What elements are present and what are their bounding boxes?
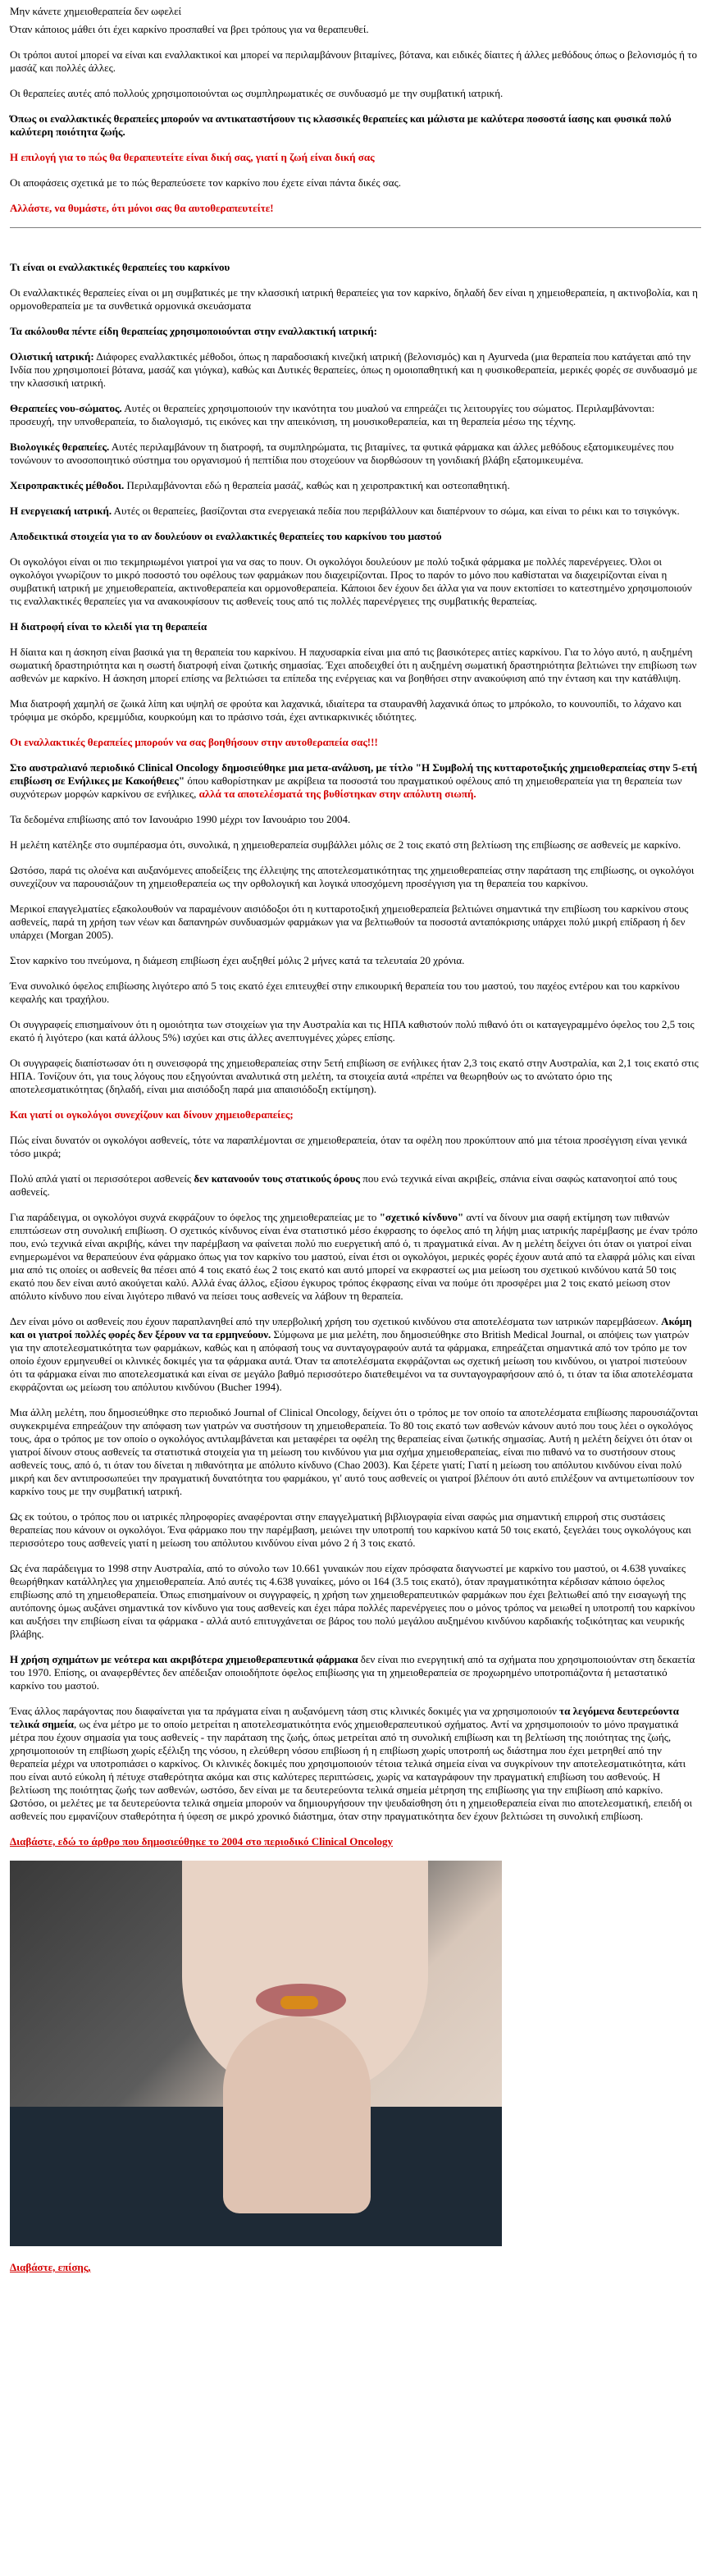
section4-paragraph-4: Ωστόσο, παρά τις ολοένα και αυξανόμενες αποδείξεις της έλλειψης της αποτελεσματικότητας της χημειοθεραπείας στην παράταση της επιβίωσης, οι ογκολόγοι συνεχίζουν να παρουσιάζουν τη χημειοθεραπεία ως την ορθολογική και λογικά υποσχόμενη προσέγγιση για τη θεραπεία του καρκίνου. <box>10 864 695 889</box>
section-heading-why: Και γιατί οι ογκολόγοι συνεχίζουν και δίνουν χημειοθεραπείες; <box>10 1108 294 1121</box>
text-span: Για παράδειγμα, οι ογκολόγοι συχνά εκφράζουν το όφελος της χημειοθεραπείας με το <box>10 1211 380 1223</box>
emphasis: δεν κατανοούν τους στατικούς όρους <box>194 1172 360 1185</box>
section1-subheading: Τα ακόλουθα πέντε είδη θεραπείας χρησιμοποιούνται στην εναλλακτική ιατρική: <box>10 325 377 337</box>
section5-paragraph-8 <box>10 1653 701 1692</box>
emphasis: τα λεγόμενα δευτερεύοντα τελικά σημεία <box>10 1705 679 1730</box>
therapy-type-text: Διάφορες εναλλακτικές μέθοδοι, όπως η παραδοσιακή κινεζική ιατρική (βελονισμός) και η Ayurveda (μια θεραπεία που κατάγεται από την Ινδία που χρησιμοποιεί βότανα, μασάζ και γιόγκα), καθώς και Δυτικές θεραπείες, όπως η ομοιοπαθητική και η φυσικοθεραπεία, μερικές φορές σε συνδυασμό με την κλασσική ιατρική. <box>10 350 698 389</box>
section3-paragraph-1: Η δίαιτα και η άσκηση είναι βασικά για τη θεραπεία του καρκίνου. Η παχυσαρκία είναι μια από τις βασικότερες αιτίες καρκίνου. Για το λόγο αυτό, η αυξημένη σωματική δραστηριότητα και η σωστή διατροφή είναι ζωτικής σημασίας. Έχει αποδειχθεί ότι η αυξημένη σωματική δραστηριότητα βελτιώνει την επιβίωση των ασθενών με καρκίνο. Η άσκηση μπορεί επίσης να βελτιώσει τα επίπεδα της ενέργειας και να βοηθήσει στην ανακούφιση από την ένταση και την κατάθλιψη. <box>10 646 697 684</box>
divider <box>10 227 701 228</box>
intro-red-choice: Η επιλογή για το πώς θα θεραπευτείτε είναι δική σας, γιατί η ζωή είναι δική σας <box>10 151 375 163</box>
section5-paragraph-9 <box>10 1705 701 1823</box>
section5-paragraph-1: Πώς είναι δυνατόν οι ογκολόγοι ασθενείς, τότε να παραπλέμονται σε χημειοθεραπεία, όταν τα οφέλη που προκύπτουν από μια τέτοια προσέγγιση είναι γενικά τόσο μικρά; <box>10 1134 687 1159</box>
intro-paragraph-2: Οι τρόποι αυτοί μπορεί να είναι και εναλλακτικοί και μπορεί να περιλαμβάνουν βιταμίνες, βότανα, και ειδικές δίαιτες ή άλλες μεθόδους όπως ο βελονισμός ή το μασάζ και πολλές άλλες. <box>10 48 697 74</box>
therapy-type-label: Βιολογικές θεραπείες. <box>10 441 110 453</box>
intro-paragraph-1: Όταν κάποιος μάθει ότι έχει καρκίνο προσπαθεί να βρει τρόπους για να θεραπευθεί. <box>10 23 369 35</box>
woman-taking-pill-photo <box>10 1861 502 2246</box>
section2-paragraph: Οι ογκολόγοι είναι οι πιο τεκμηριωμένοι γιατροί για να σας το πουν. Οι ογκολόγοι δουλεύουν με πολύ τοξικά φάρμακα με πολλές παρενέργειες. Όλοι οι ογκολόγοι γνωρίζουν το μικρό ποσοστό του οφέλους των φαρμάκων που διαχειρίζονται. Προς το παρόν το μόνο που καθίσταται να διαχειρίζονται είναι η συμβατική ιατρική με χημειοθεραπεία, ακτινοθεραπεία και ορμονοθεραπεία. Κάποιοι δεν έχουν δει άλλα για να πουν εκτοπίσει το κατεστημένο χρησιμοποιούν τις εναλλακτικές θεραπείες για να ανακουφίσουν τις ασθενείς τους από τις πολλές παρενέργειες της συμβατικής θεραπείας. <box>10 555 692 607</box>
read-also-link[interactable]: Διαβάστε, επίσης, <box>10 2261 91 2273</box>
therapy-type-text: Αυτές οι θεραπείες, βασίζονται στα ενεργειακά πεδία που περιβάλλουν και διαπέρνουν το σώμα, και είναι το ρέικι και το τσιγκόνγκ. <box>112 505 680 517</box>
study-title: Στο αυστραλιανό περιοδικό Clinical Oncology δημοσιεύθηκε μια μετα-ανάλυση, με τίτλο "Η Συμβολή της κυτταροτοξικής χημειοθεραπείας στην 5-ετή επιβίωση σε Ενήλικες με Κακοήθειες" <box>10 761 698 787</box>
section4-paragraph-6: Στον καρκίνο του πνεύμονα, η διάμεση επιβίωση έχει αυξηθεί μόλις 2 μήνες κατά τα τελευταία 20 χρόνια. <box>10 954 465 966</box>
article-title: Μην κάνετε χημειοθεραπεία δεν ωφελεί <box>10 5 182 17</box>
photo-hand <box>223 2016 371 2213</box>
text-span: Πολύ απλά γιατί οι περισσότεροι ασθενείς <box>10 1172 194 1185</box>
study-silence-note: αλλά τα αποτελέσματά της βυθίστηκαν στην απόλυτη σιωπή. <box>198 788 476 800</box>
study-description: όπου καθορίστηκαν με ακρίβεια τα ποσοστά του πραγματικού οφέλους από τη χημειοθεραπεία για τη θεραπεία των συχνότερων μορφών καρκίνου σε ενήλικες, <box>10 774 682 800</box>
section-heading-diet: Η διατροφή είναι το κλειδί για τη θεραπεία <box>10 620 207 633</box>
text-span: δεν είναι πιο ενεργητική από τα σχήματα που χρησιμοποιούνταν στη δεκαετία του 1970. Επίσης, οι αναφερθέντες δεν απέδειξαν οποιοδήποτε όφελος επιβίωσης για τη χημειοθεραπεία σε προχωρημένο υποτροπιάζοντα ή μεταστατικό καρκίνο του μαστού. <box>10 1653 695 1692</box>
emphasis: "σχετικό κίνδυνο" <box>379 1211 464 1223</box>
therapy-type-text: Περιλαμβάνονται εδώ η θεραπεία μασάζ, καθώς και η χειροπρακτική και οστεοπαθητική. <box>124 479 510 491</box>
therapy-type-label: Η ενεργειακή ιατρική. <box>10 505 112 517</box>
therapy-type-label: Χειροπρακτικές μέθοδοι. <box>10 479 125 491</box>
intro-paragraph-4: Οι αποφάσεις σχετικά με το πώς θεραπεύσετε τον καρκίνο που έχετε είναι πάντα δικές σας. <box>10 176 401 189</box>
section5-paragraph-5: Μια άλλη μελέτη, που δημοσιεύθηκε στο περιοδικό Journal of Clinical Oncology, δείχνει ότι ο τρόπος με τον οποίο τα αποτελέσματα επιβίωσης παρουσιάζονται συγκεκριμένα επηρεάζουν την απόφαση των γιατρών να συστήσουν τη χημειοθεραπεία. Το 80 τοις εκατό των ασθενών κάνουν αυτό που τους λέει ο ογκολόγος τους, άρα ο τρόπος με τον οποίο ο ογκολόγος αντιλαμβάνεται και μεταφέρει τα οφέλη της θεραπείας είναι ζωτικής σημασίας. Αυτή η μελέτη δείχνει ότι όταν οι γιατροί δίνουν στους ασθενείς τα στατιστικά στοιχεία για τη μείωση του κινδύνου για μια σχήμα χημειοθεραπείας, είναι πιο πιθανό να το συστήσουν στους ασθενείς τους, από ό, τι όταν του δίνεται η πιθανότητα με απόλυτο κίνδυνο (Chao 2003). Και ξέρετε γιατί; Γιατί η μείωση του απόλυτου κινδύνου είναι πολύ μικρή και δεν αντιπροσωπεύει την πραγματική δυνατότητα του φαρμάκου, γι' αυτό τους ασθενείς οι γιατροί βλέπουν ότι αυτό επιλέξουν να αντιμετωπίσουν τον καρκίνο τους με την συμβατική ιατρική. <box>10 1406 699 1497</box>
therapy-type-mind-body <box>10 402 701 428</box>
pill-icon <box>280 1996 318 2009</box>
therapy-type-energy <box>10 505 701 518</box>
section-heading-evidence: Αποδεικτικά στοιχεία για το αν δουλεύουν οι εναλλακτικές θεραπείες του καρκίνου του μαστού <box>10 530 442 542</box>
section4-paragraph-7: Ένα συνολικό όφελος επιβίωσης λιγότερο από 5 τοις εκατό έχει επιτευχθεί στην επικουρική θεραπεία του του μαστού, του παχέος εντέρου και του καρκίνου κεφαλής και τραχήλου. <box>10 980 680 1005</box>
section-heading-what: Τι είναι οι εναλλακτικές θεραπείες του καρκίνου <box>10 261 230 273</box>
text-span: που ενώ τεχνικά είναι ακριβείς, σπάνια είναι σαφώς κατανοητοί από τους ασθενείς. <box>10 1172 677 1198</box>
section5-paragraph-3 <box>10 1211 701 1303</box>
emphasis: Ακόμη και οι γιατροί πολλές φορές δεν ξέρουν να τα ερμηνεύουν. <box>10 1315 692 1341</box>
section1-paragraph: Οι εναλλακτικές θεραπείες είναι οι μη συμβατικές με την κλασσική ιατρική θεραπείες για τον καρκίνο, δηλαδή δεν είναι η χημειοθεραπεία, η ακτινοβολία, και η ορμονοθεραπεία με τα συνθετικά ορμονικά σκευάσματα <box>10 286 698 312</box>
section4-paragraph-5: Μερικοί επαγγελματίες εξακολουθούν να παραμένουν αισιόδοξοι ότι η κυτταροτοξική χημειοθεραπεία βελτιώνει σημαντικά την επιβίωση του καρκίνου στους ασθενείς, παρά τη χρήση των νέων και δαπανηρών συνδυασμών φαρμάκων για να βελτιωθούν τα ποσοστά ανταπόκρισης υπάρχει πολύ μικρή επίδραση ή δεν υπάρχει (Morgan 2005). <box>10 902 689 941</box>
intro-red-remember: Αλλάστε, να θυμάστε, ότι μόνοι σας θα αυτοθεραπευτείτε! <box>10 202 274 214</box>
therapy-type-biological <box>10 441 701 467</box>
section5-paragraph-7: Ως ένα παράδειγμα το 1998 στην Αυστραλία, από το σύνολο των 10.661 γυναικών που είχαν πρόσφατα διαγνωστεί με καρκίνο του μαστού, οι 4.638 γυναίκες θεωρήθηκαν κατάλληλες για χημειοθεραπεία. Από αυτές τις 4.638 γυναίκες, μόνο οι 164 (3.5 τοις εκατό), όταν πραγματικότητα κέρδισαν κάποιο όφελος επιβίωσης από τη χημειοθεραπεία. Όπως επισημαίνουν οι συγγραφείς, η χρήση των χημειοθεραπευτικών φαρμάκων που έχει βελτιωθεί από την εισαγωγή της αυτόπονης όμως αυξάνει σημαντικά τον κίνδυνο για τους ασθενείς και έχει πάρα πολλές παρενέργειες που ο μόνος τρόπος να μειωθεί η υποτροπή του καρκίνου και αυξήσει την επιβίωση είναι τα φάρμακα - αλλά αυτό επιτυγχάνεται σε βάρος του πολύ μεγάλου αυξημένου κινδύνου καρδιακής τοξικότητας και νευρικής βλάβης. <box>10 1562 695 1640</box>
section3-alert: Οι εναλλακτικές θεραπείες μπορούν να σας βοηθήσουν στην αυτοθεραπεία σας!!! <box>10 736 378 748</box>
section5-paragraph-4 <box>10 1315 701 1394</box>
therapy-type-chiropractic <box>10 479 701 492</box>
intro-paragraph-bold: Όπως οι εναλλακτικές θεραπείες μπορούν να αντικαταστήσουν τις κλασσικές θεραπείες και μάλιστα με καλύτερα ποσοστά ίασης και φυσικά πολύ καλύτερη ποιότητα ζωής. <box>10 112 672 138</box>
clinical-oncology-article-link[interactable]: Διαβάστε, εδώ το άρθρο που δημοσιεύθηκε το 2004 στο περιοδικό Clinical Oncology <box>10 1835 394 1848</box>
section4-paragraph-2: Τα δεδομένα επιβίωσης από τον Ιανουάριο 1990 μέχρι τον Ιανουάριο του 2004. <box>10 813 351 825</box>
section4-paragraph-9: Οι συγγραφείς διαπίστωσαν ότι η συνεισφορά της χημειοθεραπείας στην 5ετή επιβίωση σε ενήλικες ήταν 2,3 τοις εκατό στην Αυστραλία, και 2,1 τοις εκατό στις ΗΠΑ. Τονίζουν ότι, για τους λόγους που εξηγούνται αναλυτικά στη μελέτη, τα στοιχεία αυτά «πρέπει να θεωρηθούν ως το ανώτατο όριο της αποτελεσματικότητας (δηλαδή, είναι μια αισιόδοξη παρά μια απαισιόδοξη εκτίμηση). <box>10 1057 699 1095</box>
text-span: Δεν είναι μόνο οι ασθενείς που έχουν παραπλανηθεί από την υπερβολική χρήση του σχετικού κινδύνου στα αποτελέσματα των ιατρικών παρεμβάσεων. <box>10 1315 662 1327</box>
section4-paragraph-8: Οι συγγραφείς επισημαίνουν ότι η ομοιότητα των στοιχείων για την Αυστραλία και τις ΗΠΑ καθιστούν πολύ πιθανό ότι οι καταγεγραμμένο όφελος του 2,5 τοις εκατό ή λιγότερο (και κατά άλλους 5%) ισχύει και στις άλλες ανεπτυγμένες χώρες επίσης. <box>10 1018 695 1044</box>
intro-paragraph-3: Οι θεραπείες αυτές από πολλούς χρησιμοποιούνται ως συμπληρωματικές σε συνδυασμό με την συμβατική ιατρική. <box>10 87 504 99</box>
text-span: αντί να δίνουν μια σαφή εκτίμηση των πιθανών επιπτώσεων στη συνολική επιβίωση. Ο σχετικός κίνδυνος είναι ένα στατιστικό μέσο έκφρασης το όφελος από τη λήψη μιας ιατρικής παρέμβασης με έναν τρόπο που, ενώ τεχνικά είναι ακριβής, κάνει την παρέμβαση να φαίνεται πολύ πιο ευεργετική από ό, τι πραγματικά είναι. Αν η μελέτη δείχνει ότι όταν οι γιατροί είναι ενημερωμένοι να θεραπεύουν ένα φάρμακο όπως για τον καρκίνο του μαστού, είναι έτσι οι ογκολόγοι, μερικές φορές έχουν αυτά από τα ελαφρά μόλις και είναι μια από τις οποίες οι ασθενείς θα πέσει από 4 τοις εκατό έως 2 τοις εκατό και αυτό μπορεί να εκφραστεί ως μια μείωση του σχετικού κινδύνου κατά 50 τοις εκατό που δεν είναι αυτό ακούγεται καλύ. Αλλά ένας άλλος, εξίσου έγκυρος τρόπος έκφρασης είναι να πούμε ότι προσφέρει μια 2 τοις εκατό μείωση στον απόλυτο κίνδυνο που είναι λιγότερο πιθανό να πείσει τους ασθενείς να λάβουν τη θεραπεία. <box>10 1211 698 1302</box>
therapy-type-text: Αυτές οι θεραπείες χρησιμοποιούν την ικανότητα του μυαλού να επηρεάζει τις λειτουργίες του σώματος. Περιλαμβάνονται: προσευχή, την υπνοθεραπεία, το διαλογισμό, τις εικόνες και την απεικόνιση, τη μουσικοθεραπεία, και τη θεραπεία μέσω της τέχνης. <box>10 402 655 427</box>
section5-paragraph-6: Ως εκ τούτου, ο τρόπος που οι ιατρικές πληροφορίες αναφέρονται στην επαγγελματική βιβλιογραφία είναι σαφώς μια σημαντική επιρροή στις συστάσεις θεραπείας που κάνουν οι ογκολόγοι. Ένα φάρμακο που την παρέμβαση, μειώνει την υποτροπή του καρκίνου κατά 50 τοις εκατό, ξεγελάει τους ογκολόγους και περισσότερο τους ασθενείς γιατί η μείωση του απόλυτου κινδύνου είναι μόνο 2 ή 3 τοις εκατό. <box>10 1510 691 1549</box>
text-span: , ως ένα μέτρο με το οποίο μετρείται η αποτελεσματικότητα ενός χημειοθεραπευτικού σχήματος. Αντί να χρησιμοποιούν το μόνο πραγματικά μέτρα που έχουν σημασία για τους ασθενείς - την παράταση της ζωής, όπως μετρείται από τη συνολική επιβίωση και τη βελτίωση της ποιότητας της ζωής, χρησιμοποιούν τη επιβίωση χωρίς εξέλιξη της νόσου, η ελεύθερη νόσου επιβίωση ή η επιβίωση χωρίς υποτροπή ως διάστημα που έχει μετρηθεί από την θεραπεία μέχρι να υποτροπιάσει ο καρκίνος. Οι κλινικές δοκιμές που χρησιμοποιούν τέτοια τελικά σημεία είναι να συγκρίνουν την αποτελεσματικότητα, κάτι που είναι αυτό εύκολη ή πέτυχε σταθερότητα ακόμα και στις καλύτερες περιπτώσεις, χωρίς να καταγράφουν την πραγματική επιβίωση του ασθενούς. Η βελτίωση της ποιότητας ζωής των ασθενών, ωστόσο, δεν είναι με τα δευτερεύοντα τελικά σημεία μέτρηση της επιβίωσης για την επιβίωση από καρκίνο. Ωστόσο, οι μελέτες με τα δευτερεύοντα τελικά σημεία μπορούν να δημιουργήσουν την ψευδαίσθηση ότι η χημειοθεραπεία είναι πιο αποτελεσματική, επειδή οι ασθενείς που εμφανίζουν σταθερότητα ή ύφεση σε μικρό χρονικό διάστημα, όταν στην πραγματικότητα δεν έχουν βελτιώσει τη συνολική επιβίωση. <box>10 1718 693 1822</box>
section4-paragraph-3: Η μελέτη κατέληξε στο συμπέρασμα ότι, συνολικά, η χημειοθεραπεία συμβάλλει μόλις σε 2 τοις εκατό στη βελτίωση της επιβίωσης σε ασθενείς με καρκίνο. <box>10 838 681 851</box>
therapy-type-label: Θεραπείες νου-σώματος. <box>10 402 122 414</box>
section3-paragraph-2: Μια διατροφή χαμηλή σε ζωικά λίπη και υψηλή σε φρούτα και λαχανικά, ιδιαίτερα τα σταυρανθή λαχανικά όπως το μπρόκολο, το κουνουπίδι, το λάχανο και τρόφιμα με σκόρδο, κρεμμύδια, κουρκούμη και το πράσινο τσάι, έχει αντικαρκινικές ιδιότητες. <box>10 697 681 723</box>
text-span: Ένας άλλος παράγοντας που διαφαίνεται για τα πράγματα είναι η αυξανόμενη τάση στις κλινικές δοκιμές για να χρησιμοποιούν <box>10 1705 560 1717</box>
section5-paragraph-2 <box>10 1172 701 1199</box>
therapy-type-holistic <box>10 350 701 390</box>
emphasis: Η χρήση σχημάτων με νεότερα και ακριβότερα χημειοθεραπευτικά φάρμακα <box>10 1653 358 1665</box>
therapy-type-text: Αυτές περιλαμβάνουν τη διατροφή, τα συμπληρώματα, τις βιταμίνες, τα φυτικά φάρμακα και άλλες μεθόδους εξατομικευμένες που τονώνουν το ανοσοποιητικό σύστημα του οργανισμού ή πεπτίδια που στοχεύουν να διορθώσουν τη γονιδιακή βλάβη εξατομικευμένα. <box>10 441 674 466</box>
therapy-type-label: Ολιστική ιατρική: <box>10 350 94 363</box>
text-span: Σύμφωνα με μια μελέτη, που δημοσιεύθηκε στο British Medical Journal, οι απόψεις των γιατρών για την αποτελεσματικότητα των φαρμάκων, καθώς και η απόφασή τους να συνταγογραφούν αυτά τα φάρμακα, επηρεάζεται σημαντικά από τον τρόπο με τον οποίο έχουν ερμηνευθεί οι κλινικές δοκιμές για τα φάρμακα αυτά. Όταν τα αποτελέσματα εκφράζονται ως σχετική μείωση του κινδύνου, οι γιατροί πιστεύουν ότι τα φάρμακα είναι πιο αποτελεσματικά και είναι σε μεγάλο βαθμό περισσότερο διατεθειμένοι να τα συνταγογραφήσουν από ό, τι όταν τα ίδια αποτελέσματα εκφράζονται ως μείωση του απόλυτου κινδύνου (Bucher 1994). <box>10 1328 693 1393</box>
study-intro-paragraph <box>10 761 701 801</box>
